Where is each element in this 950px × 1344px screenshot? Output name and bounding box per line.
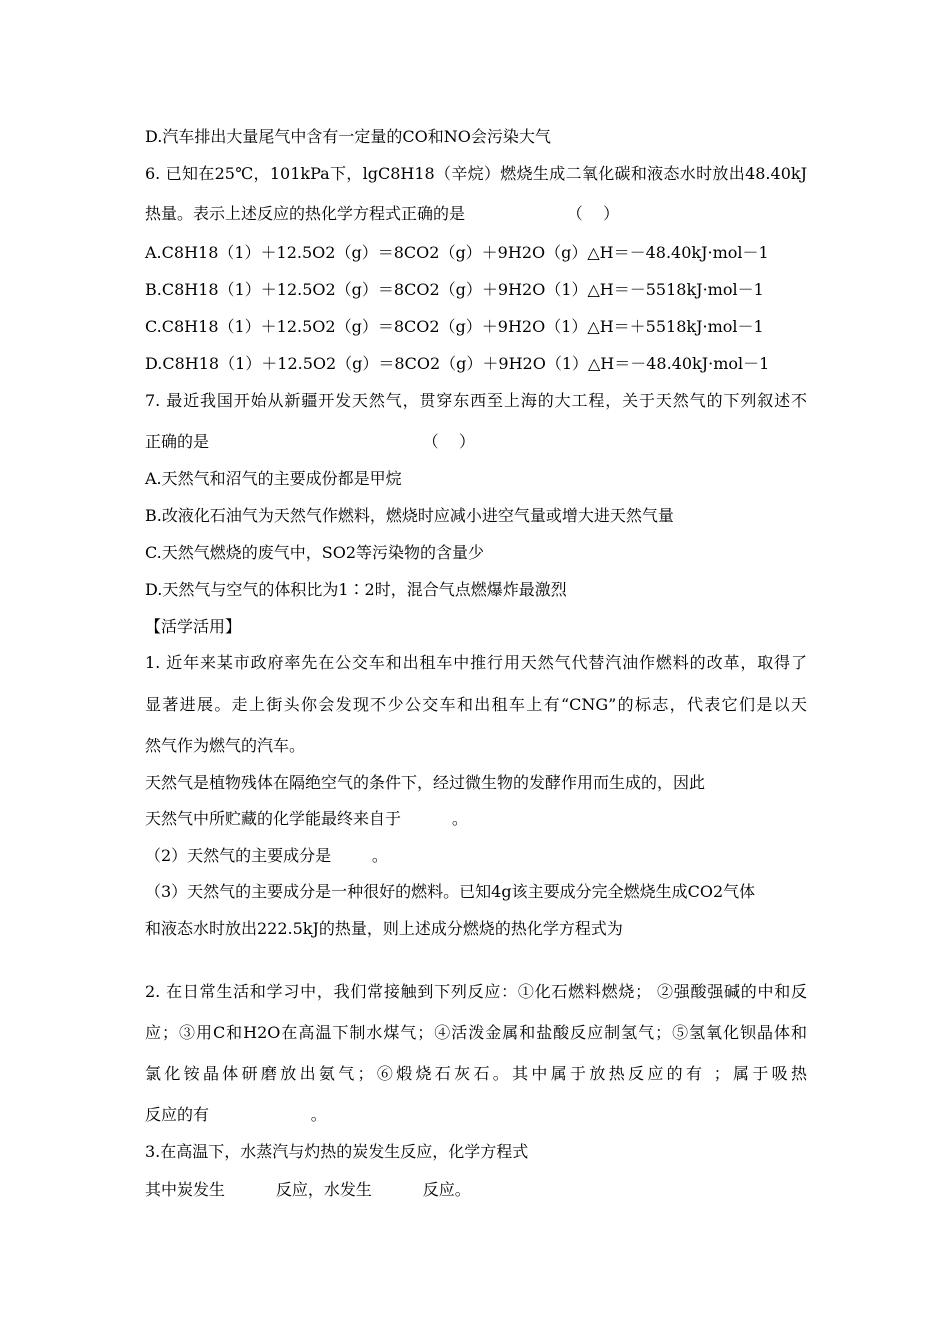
exercise-2-line-2: 应；③用C和H2O在高温下制水煤气；④活泼金属和盐酸反应制氢气；⑤氢氧化钡晶体和 [145,1023,807,1042]
question-6-line-1: 6. 已知在25℃，101kPa下，lgC8H18（辛烷）燃烧生成二氧化碳和液态水时放出48.40kJ [145,164,807,183]
option-5d: D.汽车排出大量尾气中含有一定量的CO和NO会污染大气 [145,127,551,146]
exercise-1-line-3: 然气作为燃气的汽车。 [145,736,306,755]
option-7a: A.天然气和沼气的主要成份都是甲烷 [145,469,402,488]
exercise-1-q3-line-2: 和液态水时放出222.5kJ的热量，则上述成分燃烧的热化学方程式为 [145,919,623,938]
exercise-2-line-4: 反应的有 。 [145,1105,327,1124]
option-6a: A.C8H18（1）＋12.5O2（g）＝8CO2（g）＋9H2O（g）△H＝－48.40kJ·mol－1 [145,243,769,262]
exercise-1-line-1: 1. 近年来某市政府率先在公交车和出租车中推行用天然气代替汽油作燃料的改革，取得了 [145,653,807,672]
question-7-line-2: 正确的是 （ ） [145,432,475,451]
section-heading: 【活学活用】 [145,617,242,636]
exercise-3-line-1: 3.在高温下，水蒸汽与灼热的炭发生反应，化学方程式 [145,1142,529,1161]
option-7b: B.改液化石油气为天然气作燃料，燃烧时应减小进空气量或增大进天然气量 [145,506,674,525]
exercise-1-line-2: 显著进展。走上街头你会发现不少公交车和出租车上有“CNG”的标志，代表它们是以天 [145,695,807,714]
option-6b: B.C8H18（1）＋12.5O2（g）＝8CO2（g）＋9H2O（1）△H＝－5518kJ·mol－1 [145,280,764,299]
exercise-2-line-3: 氯化铵晶体研磨放出氨气；⑥煅烧石灰石。其中属于放热反应的有 ；属于吸热 [145,1064,807,1083]
option-7c: C.天然气燃烧的废气中，SO2等污染物的含量少 [145,543,485,562]
exercise-2-line-1: 2. 在日常生活和学习中，我们常接触到下列反应：①化石燃料燃烧； ②强酸强碱的中和反 [145,982,807,1001]
option-6c: C.C8H18（1）＋12.5O2（g）＝8CO2（g）＋9H2O（1）△H＝＋5518kJ·mol－1 [145,317,764,336]
exercise-1-q1: 天然气中所贮藏的化学能最终来自于 。 [145,809,468,828]
question-6-line-2: 热量。表示上述反应的热化学方程式正确的是 （ ） [145,204,620,223]
exercise-1-q3-line-1: （3）天然气的主要成分是一种很好的燃料。已知4g该主要成分完全燃烧生成CO2气体 [145,882,756,901]
option-6d: D.C8H18（1）＋12.5O2（g）＝8CO2（g）＋9H2O（1）△H＝－48.40kJ·mol－1 [145,354,770,373]
exercise-3-line-2: 其中炭发生 反应，水发生 反应。 [145,1180,471,1199]
exercise-1-q2: （2）天然气的主要成分是 。 [145,846,388,865]
question-7-line-1: 7. 最近我国开始从新疆开发天然气，贯穿东西至上海的大工程，关于天然气的下列叙述不 [145,391,807,410]
exercise-1-line-4: 天然气是植物残体在隔绝空气的条件下，经过微生物的发酵作用而生成的，因此 [145,773,706,792]
option-7d: D.天然气与空气的体积比为1∶2时，混合气点燃爆炸最激烈 [145,580,567,599]
